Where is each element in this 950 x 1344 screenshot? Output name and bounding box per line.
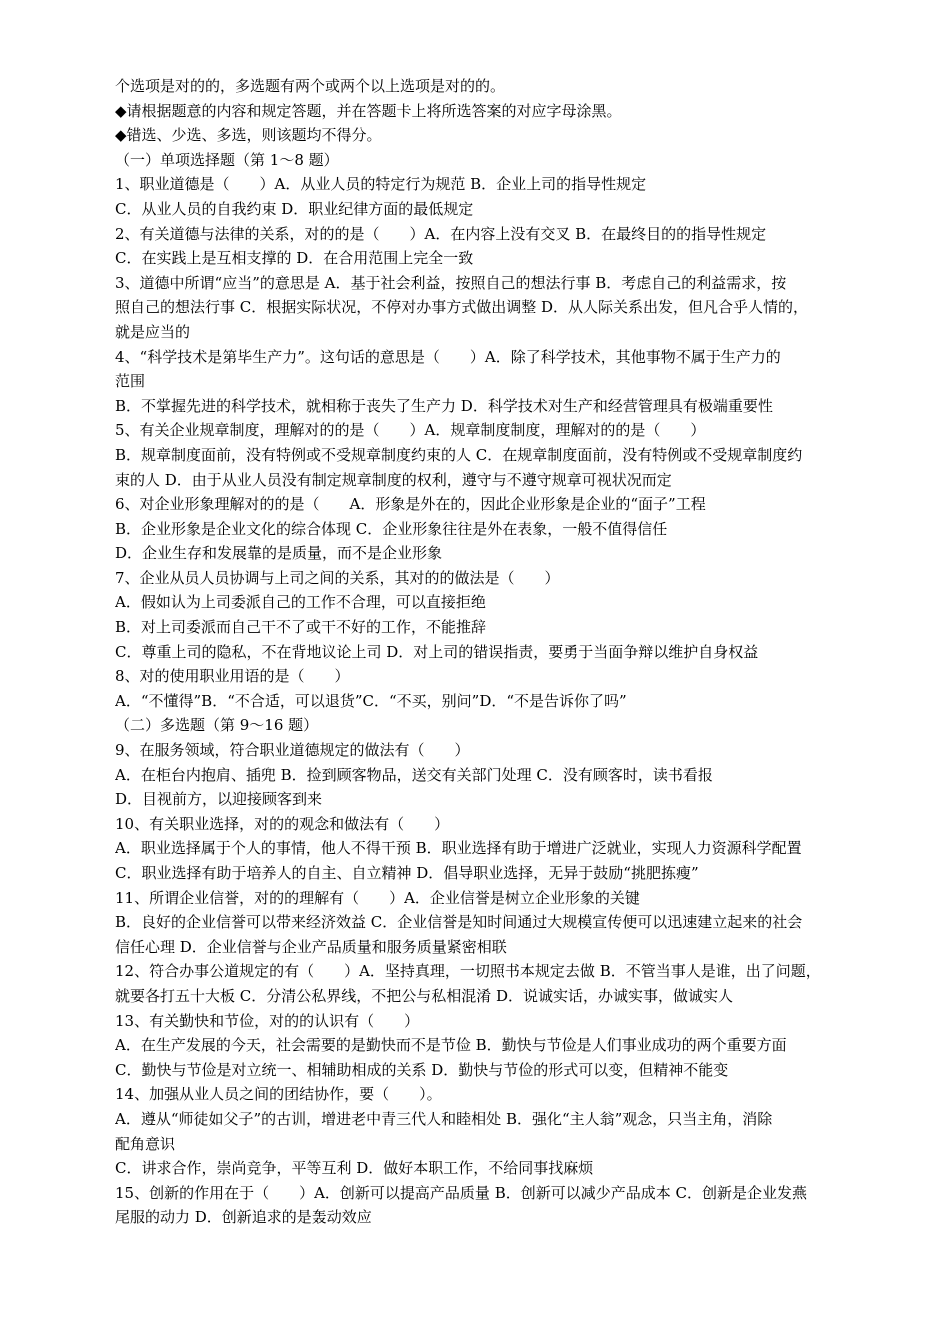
question-1: 1、职业道德是（ ）A．从业人员的特定行为规范 B．企业上司的指导性规定 <box>115 175 647 194</box>
instruction-line: ◆错选、少选、多选，则该题均不得分。 <box>115 126 382 145</box>
question-8-options: A．“不懂得”B．“不合适，可以退货”C．“不买，别问”D．“不是告诉你了吗” <box>115 691 627 710</box>
question-14-options: A．遵从“师徒如父子”的古训，增进老中青三代人和睦相处 B．强化“主人翁”观念，只当主角，消除 <box>115 1109 773 1128</box>
question-11-options: B．良好的企业信誉可以带来经济效益 C．企业信誉是知时间通过大规模宣传便可以迅速建立起来的社会 <box>115 913 803 932</box>
question-2: 2、有关道德与法律的关系，对的的是（ ）A．在内容上没有交叉 B．在最终目的的指导性规定 <box>115 224 767 243</box>
question-14-options: C．讲求合作，崇尚竞争，平等互利 D．做好本职工作，不给同事找麻烦 <box>115 1159 594 1178</box>
question-4: 4、“科学技术是第毕生产力”。这句话的意思是（ ）A．除了科学技术，其他事物不属于生产力的 <box>115 347 781 366</box>
question-4-options: 范围 <box>115 372 146 391</box>
section-heading-single-choice: （一）单项选择题（第 1～8 题） <box>115 150 339 169</box>
question-10-options: A．职业选择属于个人的事情，他人不得干预 B．职业选择有助于增进广泛就业，实现人力资源科学配置 <box>115 839 802 858</box>
question-5-options: B．规章制度面前，没有特例或不受规章制度约束的人 C．在规章制度面前，没有特例或不受规章制度约 <box>115 445 803 464</box>
question-6-options: D．企业生存和发展靠的是质量，而不是企业形象 <box>115 544 443 563</box>
question-7: 7、企业从员人员协调与上司之间的关系，其对的的做法是（ ） <box>115 568 560 587</box>
question-15: 15、创新的作用在于（ ）A．创新可以提高产品质量 B．创新可以减少产品成本 C．创新是企业发燕 <box>115 1183 807 1202</box>
question-7-options: C．尊重上司的隐私，不在背地议论上司 D．对上司的错误指责，要勇于当面争辩以维护自身权益 <box>115 642 759 661</box>
question-4-options: B．不掌握先进的科学技术，就相称于丧失了生产力 D．科学技术对生产和经营管理具有极端重要性 <box>115 396 773 415</box>
question-13-options: A．在生产发展的今天，社会需要的是勤快而不是节俭 B．勤快与节俭是人们事业成功的两个重要方面 <box>115 1036 787 1055</box>
question-13-options: C．勤快与节俭是对立统一、相辅助相成的关系 D．勤快与节俭的形式可以变，但精神不能变 <box>115 1060 729 1079</box>
question-3-options: 照自己的想法行事 C．根据实际状况，不停对办事方式做出调整 D．从人际关系出发，但凡合乎人情的， <box>115 298 809 317</box>
question-9: 9、在服务领域，符合职业道德规定的做法有（ ） <box>115 741 470 760</box>
question-15-options: 尾服的动力 D．创新追求的是轰动效应 <box>115 1208 372 1227</box>
question-13: 13、有关勤快和节俭，对的的认识有（ ） <box>115 1011 420 1030</box>
instruction-line: ◆请根据题意的内容和规定答题，并在答题卡上将所选答案的对应字母涂黑。 <box>115 101 622 120</box>
question-7-options: B．对上司委派而自己干不了或干不好的工作，不能推辞 <box>115 618 487 637</box>
question-8: 8、对的使用职业用语的是（ ） <box>115 667 350 686</box>
question-12: 12、符合办事公道规定的有（ ）A．坚持真理，一切照书本规定去做 B．不管当事人是谁，出了问题， <box>115 962 821 981</box>
question-10: 10、有关职业选择，对的的观念和做法有（ ） <box>115 814 450 833</box>
text-line: 个选项是对的的，多选题有两个或两个以上选项是对的的。 <box>115 77 506 95</box>
question-1-options: C．从业人员的自我约束 D．职业纪律方面的最低规定 <box>115 199 474 218</box>
question-6-options: B．企业形象是企业文化的综合体现 C．企业形象往往是外在表象，一般不值得信任 <box>115 519 668 538</box>
question-14-options: 配角意识 <box>115 1134 176 1153</box>
question-9-options: D．目视前方，以迎接顾客到来 <box>115 790 323 809</box>
question-11: 11、所谓企业信誉，对的的理解有（ ）A．企业信誉是树立企业形象的关键 <box>115 888 640 907</box>
exam-document <box>115 74 885 1230</box>
question-10-options: C．职业选择有助于培养人的自主、自立精神 D．倡导职业选择，无异于鼓励“挑肥拣瘦” <box>115 864 699 882</box>
question-2-options: C．在实践上是互相支撑的 D．在合用范围上完全一致 <box>115 249 474 268</box>
question-3: 3、道德中所谓“应当”的意思是 A．基于社会利益，按照自己的想法行事 B．考虑自己的利益需求，按 <box>115 273 787 292</box>
question-11-options: 信任心理 D．企业信誉与企业产品质量和服务质量紧密相联 <box>115 937 507 956</box>
question-9-options: A．在柜台内抱肩、插兜 B．捡到顾客物品，送交有关部门处理 C．没有顾客时，读书看报 <box>115 765 713 784</box>
question-7-options: A．假如认为上司委派自己的工作不合理，可以直接拒绝 <box>115 593 486 612</box>
question-5: 5、有关企业规章制度，理解对的的是（ ）A．规章制度制度，理解对的的是（ ） <box>115 421 706 440</box>
question-5-options: 束的人 D．由于从业人员没有制定规章制度的权利，遵守与不遵守规章可视状况而定 <box>115 470 672 489</box>
section-heading-multi-choice: （二）多选题（第 9～16 题） <box>115 716 319 735</box>
question-14: 14、加强从业人员之间的团结协作，要（ ）。 <box>115 1085 442 1104</box>
question-3-options: 就是应当的 <box>115 322 191 341</box>
question-12-options: 就要各打五十大板 C．分清公私界线，不把公与私相混淆 D．说诚实话，办诚实事，做诚实人 <box>115 986 734 1005</box>
question-6: 6、对企业形象理解对的的是（ A．形象是外在的，因此企业形象是企业的“面子”工程 <box>115 495 706 514</box>
